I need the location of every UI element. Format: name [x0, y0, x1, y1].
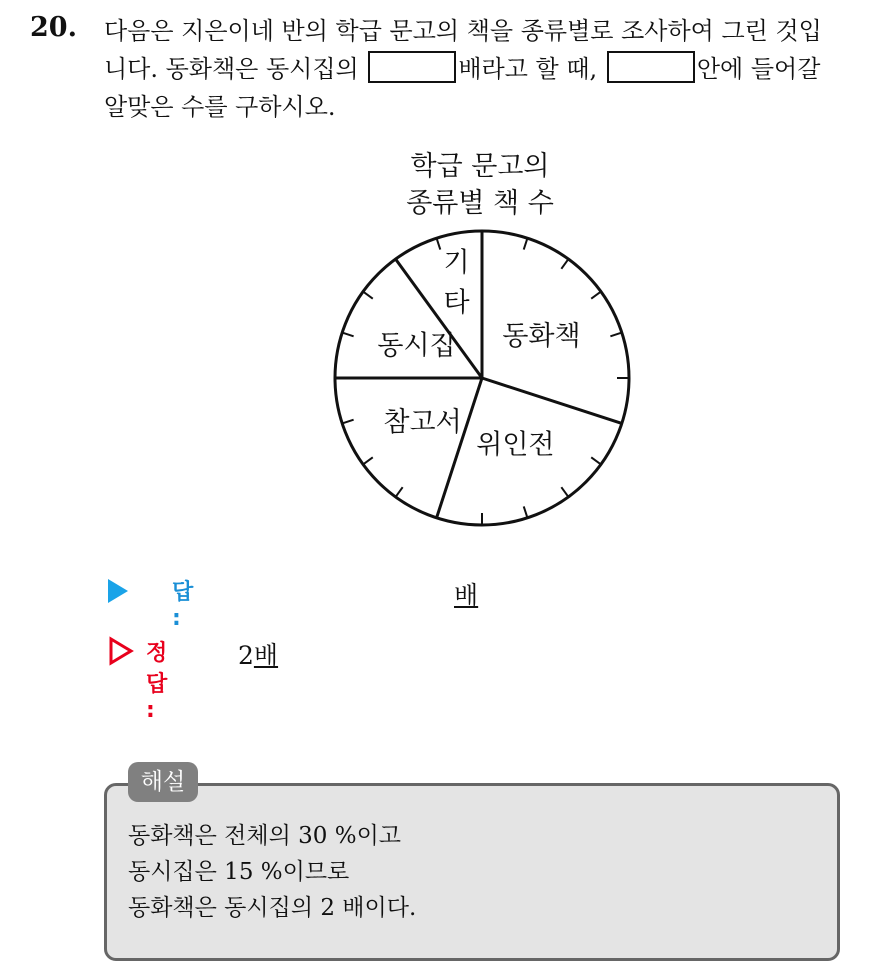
question-line-2a: 니다. 동화책은 동시집의	[104, 55, 359, 83]
pie-tick	[363, 457, 373, 464]
triangle-outline-icon	[108, 636, 134, 666]
pie-divider	[482, 378, 622, 423]
pie-label-4: 기 타	[443, 247, 470, 319]
answer-label: 답 :	[172, 580, 194, 631]
pie-tick	[342, 333, 353, 337]
pie-label-3: 동시집	[377, 330, 456, 362]
explanation-line-3: 동화책은 동시집의 2 배이다.	[128, 895, 417, 921]
explanation-text	[128, 818, 416, 926]
correct-unit: 배	[253, 641, 279, 670]
question-line-3: 알맞은 수를 구하시오.	[104, 93, 336, 121]
correct-value: 2	[238, 641, 254, 670]
pie-tick	[610, 333, 621, 337]
chart-title-line-2: 종류별 책 수	[406, 188, 554, 219]
correct-answer	[238, 636, 278, 672]
question-line-1: 다음은 지은이네 반의 학급 문고의 책을 종류별로 조사하여 그린 것입	[104, 17, 822, 45]
triangle-right-icon	[108, 579, 128, 603]
pie-label-1: 위인전	[476, 429, 555, 461]
pie-divider	[437, 378, 482, 518]
pie-tick	[591, 292, 601, 299]
pie-tick	[524, 238, 528, 249]
answer-unit: 배	[454, 581, 479, 610]
pie-labels	[377, 248, 580, 461]
pie-tick	[363, 292, 373, 299]
explanation-tab: 해설	[128, 762, 198, 802]
correct-label: 정답 :	[146, 641, 168, 723]
question-line-2b: 배라고 할 때,	[458, 55, 598, 83]
explanation-line-2: 동시집은 15 %이므로	[128, 859, 350, 885]
question-line-2c: 안에 들어갈	[696, 55, 821, 83]
pie-tick	[342, 420, 353, 424]
pie-tick	[561, 259, 568, 269]
pie-tick	[591, 457, 601, 464]
pie-tick	[524, 506, 528, 517]
pie-label-2: 참고서	[383, 407, 462, 439]
pie-tick	[561, 487, 568, 497]
explanation-line-1: 동화책은 전체의 30 %이고	[128, 823, 402, 849]
question-number: 20.	[30, 12, 77, 43]
chart-title-line-1: 학급 문고의	[410, 151, 550, 182]
pie-label-0: 동화책	[502, 320, 581, 352]
pie-tick	[396, 487, 403, 497]
pie-tick	[437, 238, 441, 249]
